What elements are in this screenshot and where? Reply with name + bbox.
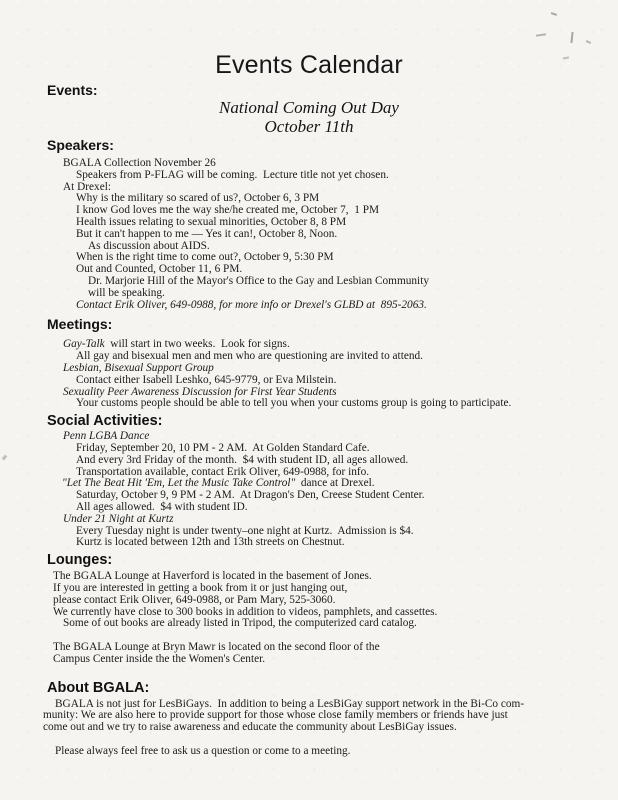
event-banner <box>0 99 618 136</box>
about-section <box>0 699 618 758</box>
social-activities-section <box>0 431 618 549</box>
lounge-info: The BGALA Lounge at Bryn Mawr is located on the second floor of the <box>53 641 380 654</box>
speakers-section <box>0 158 618 311</box>
speaker-note: will be speaking. <box>88 286 165 299</box>
lounge-info: The BGALA Lounge at Haverford is located in the basement of Jones. <box>53 570 372 583</box>
section-heading-social-activities: Social Activities: <box>47 413 163 430</box>
activity-detail: Kurtz is located between 12th and 13th streets on Chestnut. <box>76 536 345 549</box>
page-title: Events Calendar <box>215 51 403 79</box>
meetings-section <box>0 339 618 410</box>
activity-detail: And every 3rd Friday of the month. $4 with student ID, all ages allowed. <box>76 453 409 466</box>
speaker-event: Health issues relating to sexual minorities, October 8, 8 PM <box>76 215 347 228</box>
lounge-info: please contact Erik Oliver, 649-0988, or Pam Mary, 525-3060. <box>53 593 336 606</box>
section-heading-lounges: Lounges: <box>47 552 113 569</box>
activity-detail: Every Tuesday night is under twenty–one night at Kurtz. Admission is $4. <box>76 524 414 537</box>
meeting-note: Your customs people should be able to tell you when your customs group is going to participate. <box>76 397 512 410</box>
speaker-note: Speakers from P-FLAG will be coming. Lecture title not yet chosen. <box>76 168 389 181</box>
banner-line-1: National Coming Out Day <box>219 98 399 117</box>
activity-name: Penn LGBA Dance <box>63 430 150 443</box>
lounges-section <box>0 571 618 666</box>
activity-detail: Saturday, October 9, 9 PM - 2 AM. At Dragon's Den, Creese Student Center. <box>76 489 425 502</box>
about-closing: Please always feel free to ask us a question or come to a meeting. <box>55 745 351 758</box>
activity-detail: Transportation available, contact Erik Oliver, 649-0988, for info. <box>76 465 370 478</box>
speakers-contact: Contact Erik Oliver, 649-0988, for more info or Drexel's GLBD at 895-2063. <box>76 298 427 311</box>
speaker-event: Out and Counted, October 11, 6 PM. <box>76 263 243 276</box>
meeting-info: will start in two weeks. Look for signs. <box>104 338 290 351</box>
about-paragraph-line: munity: We are also here to provide support for those whose close family members or friends have just <box>43 709 508 722</box>
section-heading-speakers: Speakers: <box>47 137 114 153</box>
activity-info: dance at Drexel. <box>295 477 375 490</box>
banner-line-2: October 11th <box>264 116 354 136</box>
meeting-name: Sexuality Peer Awareness Discussion for First Year Students <box>63 385 337 398</box>
meeting-name: Lesbian, Bisexual Support Group <box>63 361 214 374</box>
activity-detail: Friday, September 20, 10 PM - 2 AM. At Golden Standard Cafe. <box>76 441 370 454</box>
speaker-note: Dr. Marjorie Hill of the Mayor's Office to the Gay and Lesbian Community <box>88 274 429 287</box>
meeting-name: Gay-Talk <box>63 338 105 351</box>
activity-name: "Let The Beat Hit 'Em, Let the Music Take Control" <box>62 477 296 490</box>
speaker-event: Why is the military so scared of us?, October 6, 3 PM <box>76 192 320 205</box>
lounge-info: We currently have close to 300 books in addition to videos, pamphlets, and cassettes. <box>53 605 438 618</box>
activity-name: Under 21 Night at Kurtz <box>63 512 174 525</box>
section-heading-about-bgala: About BGALA: <box>47 679 150 696</box>
about-paragraph-line: come out and we try to raise awareness and educate the community about LesBiGay issues. <box>43 721 457 734</box>
speaker-note: As discussion about AIDS. <box>88 239 210 252</box>
lounge-info: Campus Center inside the the Women's Center. <box>53 652 266 665</box>
speaker-event: But it can't happen to me — Yes it can!, October 8, Noon. <box>76 227 338 240</box>
lounge-note: Some of out books are already listed in Tripod, the computerized card catalog. <box>63 617 417 630</box>
meeting-note: All gay and bisexual men and men who are questioning are invited to attend. <box>76 350 423 363</box>
speaker-event: I know God loves me the way she/he created me, October 7, 1 PM <box>76 204 380 217</box>
section-heading-meetings: Meetings: <box>47 316 113 333</box>
lounge-info: If you are interested in getting a book from it or just hanging out, <box>53 581 348 594</box>
section-heading-events: Events: <box>47 82 98 98</box>
speaker-event: When is the right time to come out?, October 9, 5:30 PM <box>76 251 334 264</box>
activity-detail: All ages allowed. $4 with student ID. <box>76 500 248 513</box>
speaker-subheading: At Drexel: <box>63 180 111 193</box>
about-paragraph-line: BGALA is not just for LesBiGays. In addition to being a LesBiGay support network in the Bi-Co com- <box>55 697 525 710</box>
speaker-event: BGALA Collection November 26 <box>63 157 216 169</box>
meeting-note: Contact either Isabell Leshko, 645-9779, or Eva Milstein. <box>76 373 337 386</box>
